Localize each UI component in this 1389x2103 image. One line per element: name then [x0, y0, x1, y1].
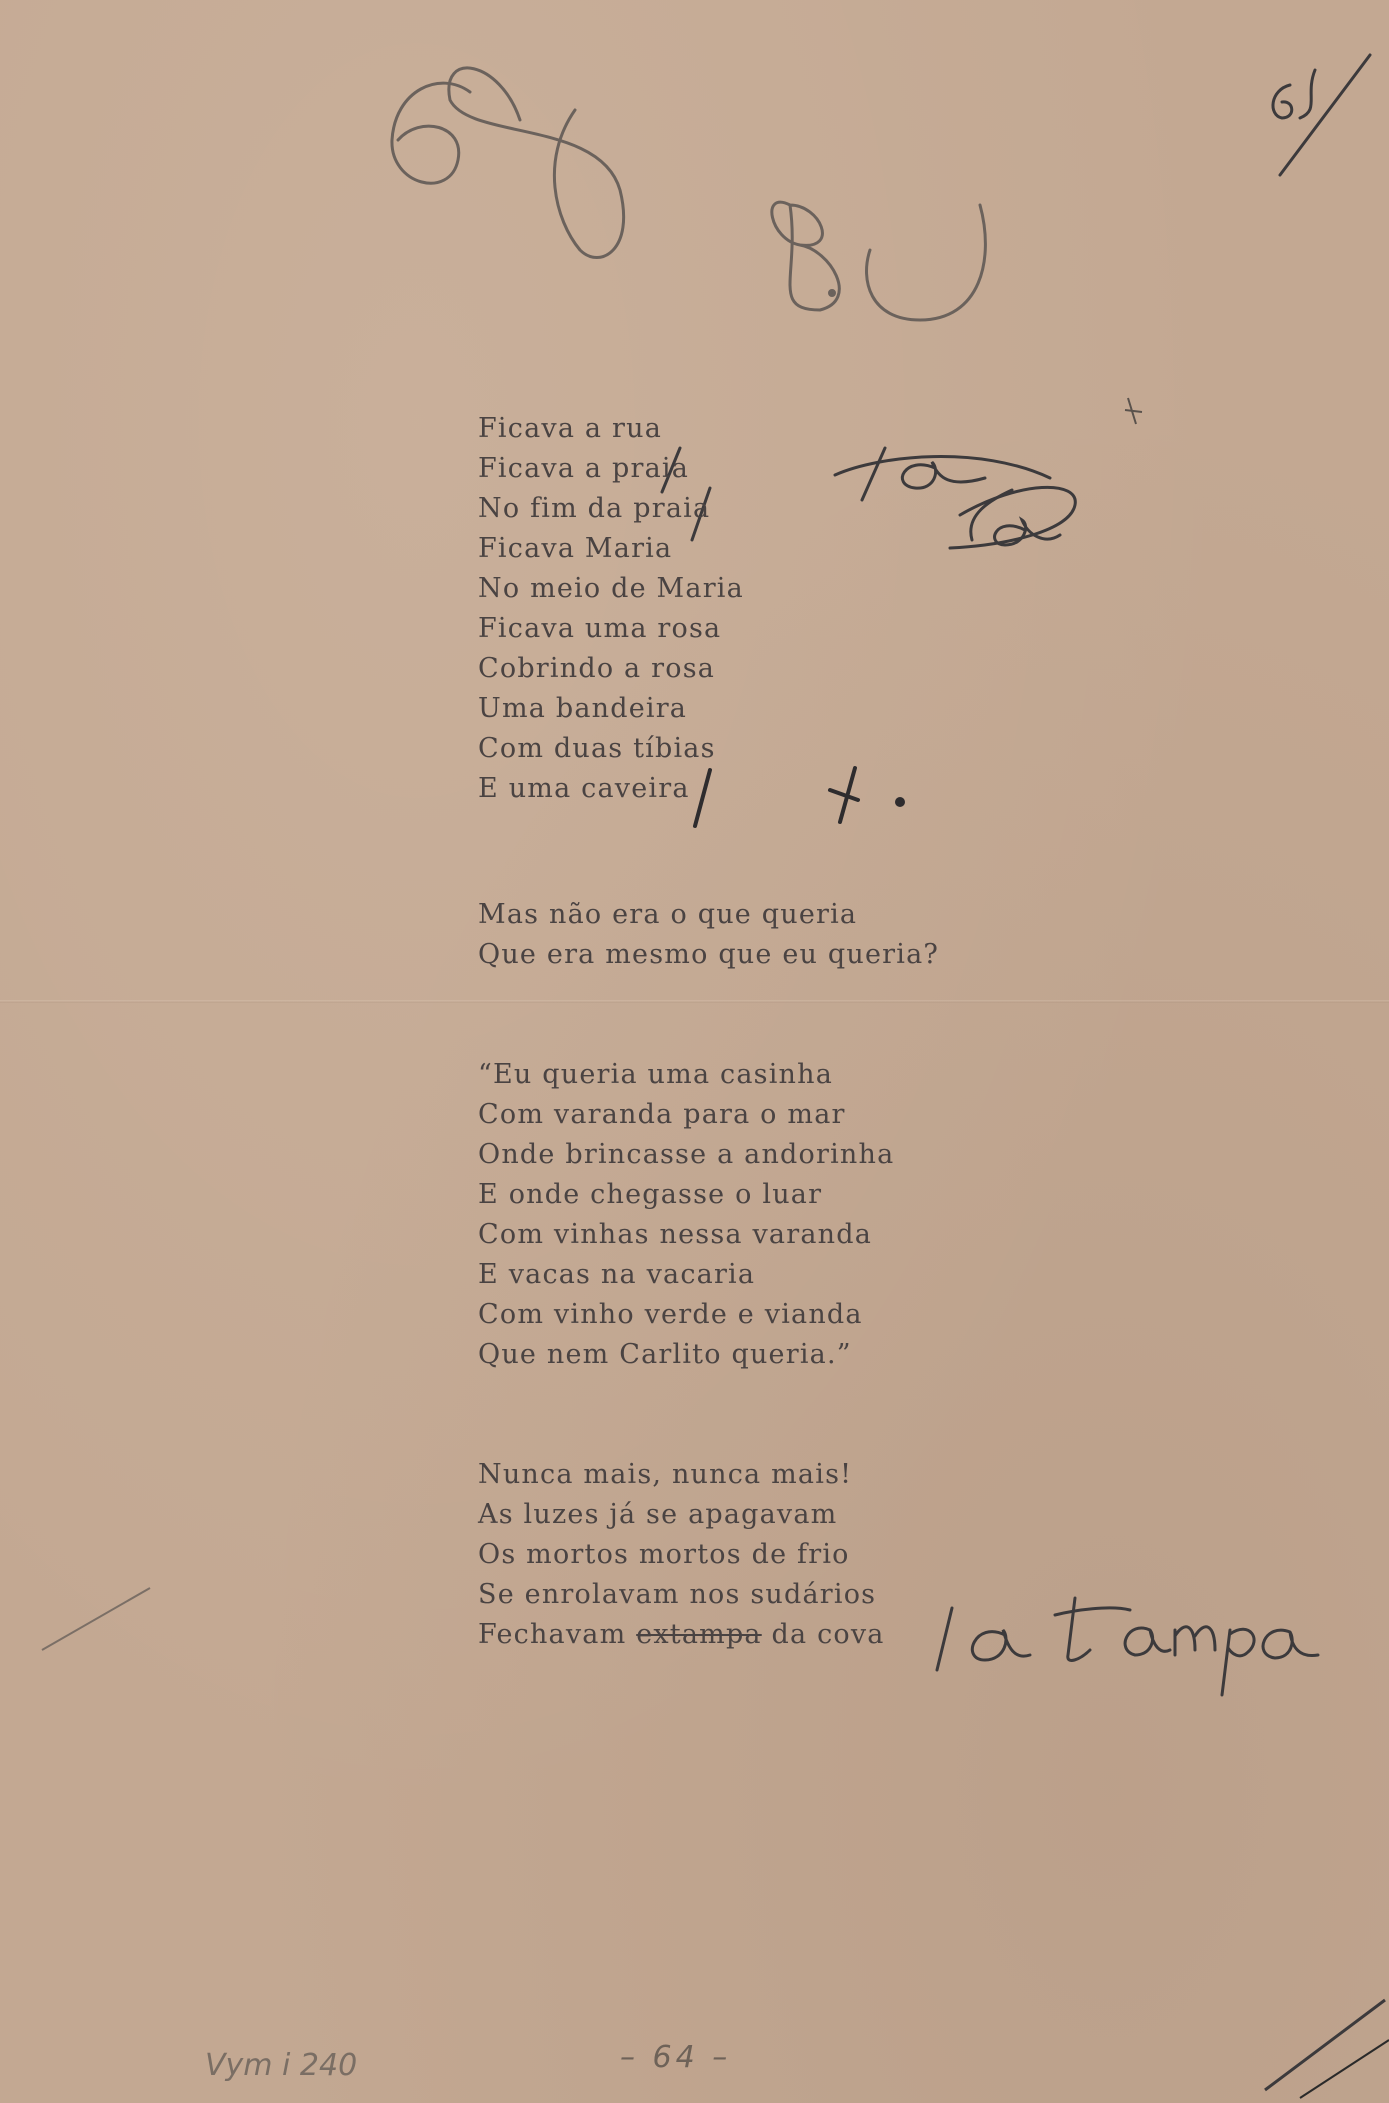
poem-line: Com varanda para o mar — [478, 1099, 846, 1130]
poem-line: Ficava a praia — [478, 453, 690, 484]
poem-line: Ficava Maria — [478, 533, 673, 564]
poem-line: Com duas tíbias — [478, 733, 716, 764]
poem-line: Com vinho verde e vianda — [478, 1299, 863, 1330]
pencil-margin-line — [42, 1588, 150, 1650]
pen-corner-line-2 — [1300, 2040, 1389, 2098]
poem-line: Se enrolavam nos sudários — [478, 1579, 877, 1610]
pen-corner-line — [1265, 2000, 1385, 2090]
poem-line: Que nem Carlito queria.” — [478, 1339, 852, 1370]
page-number: – 64 – — [620, 2040, 732, 2075]
poem-line: E onde chegasse o luar — [478, 1179, 823, 1210]
poem-line: As luzes já se apagavam — [478, 1499, 838, 1530]
poem-line: E uma caveira — [478, 773, 690, 804]
last-line-end: da cova — [761, 1619, 885, 1650]
last-line-start: Fechavam — [478, 1619, 637, 1650]
poem-line: Com vinhas nessa varanda — [478, 1219, 872, 1250]
poem-line: Onde brincasse a andorinha — [478, 1139, 895, 1170]
poem-line: Os mortos mortos de frio — [478, 1539, 850, 1570]
poem-last-line — [478, 1615, 885, 1655]
poem-line: Nunca mais, nunca mais! — [478, 1459, 853, 1490]
pencil-number-68 — [392, 68, 624, 258]
poem-stanza-3 — [478, 1055, 894, 1375]
poem-line: Ficava uma rosa — [478, 613, 722, 644]
poem-stanza-1 — [478, 409, 744, 809]
pen-corner-mark — [1273, 55, 1370, 175]
poem-line: “Eu queria uma casinha — [478, 1059, 834, 1090]
poem-line: Ficava a rua — [478, 413, 662, 444]
small-cross-mark — [1125, 398, 1142, 424]
poem-line: E vacas na vacaria — [478, 1259, 756, 1290]
pen-tampa-note — [937, 1598, 1318, 1695]
pencil-number-80 — [772, 202, 986, 320]
struck-word: extampa — [636, 1619, 762, 1650]
poem-line: No fim da praia — [478, 493, 711, 524]
poem-line: Uma bandeira — [478, 693, 688, 724]
poem-stanza-2 — [478, 895, 939, 975]
poem-stanza-4 — [478, 1455, 885, 1655]
poem-line: No meio de Maria — [478, 573, 744, 604]
poem-line: Que era mesmo que eu queria? — [478, 939, 940, 970]
poem-line: Cobrindo a rosa — [478, 653, 716, 684]
archive-code: Vym i 240 — [205, 2048, 358, 2083]
poem-line: Mas não era o que queria — [478, 899, 858, 930]
pen-margin-la — [835, 448, 1075, 548]
